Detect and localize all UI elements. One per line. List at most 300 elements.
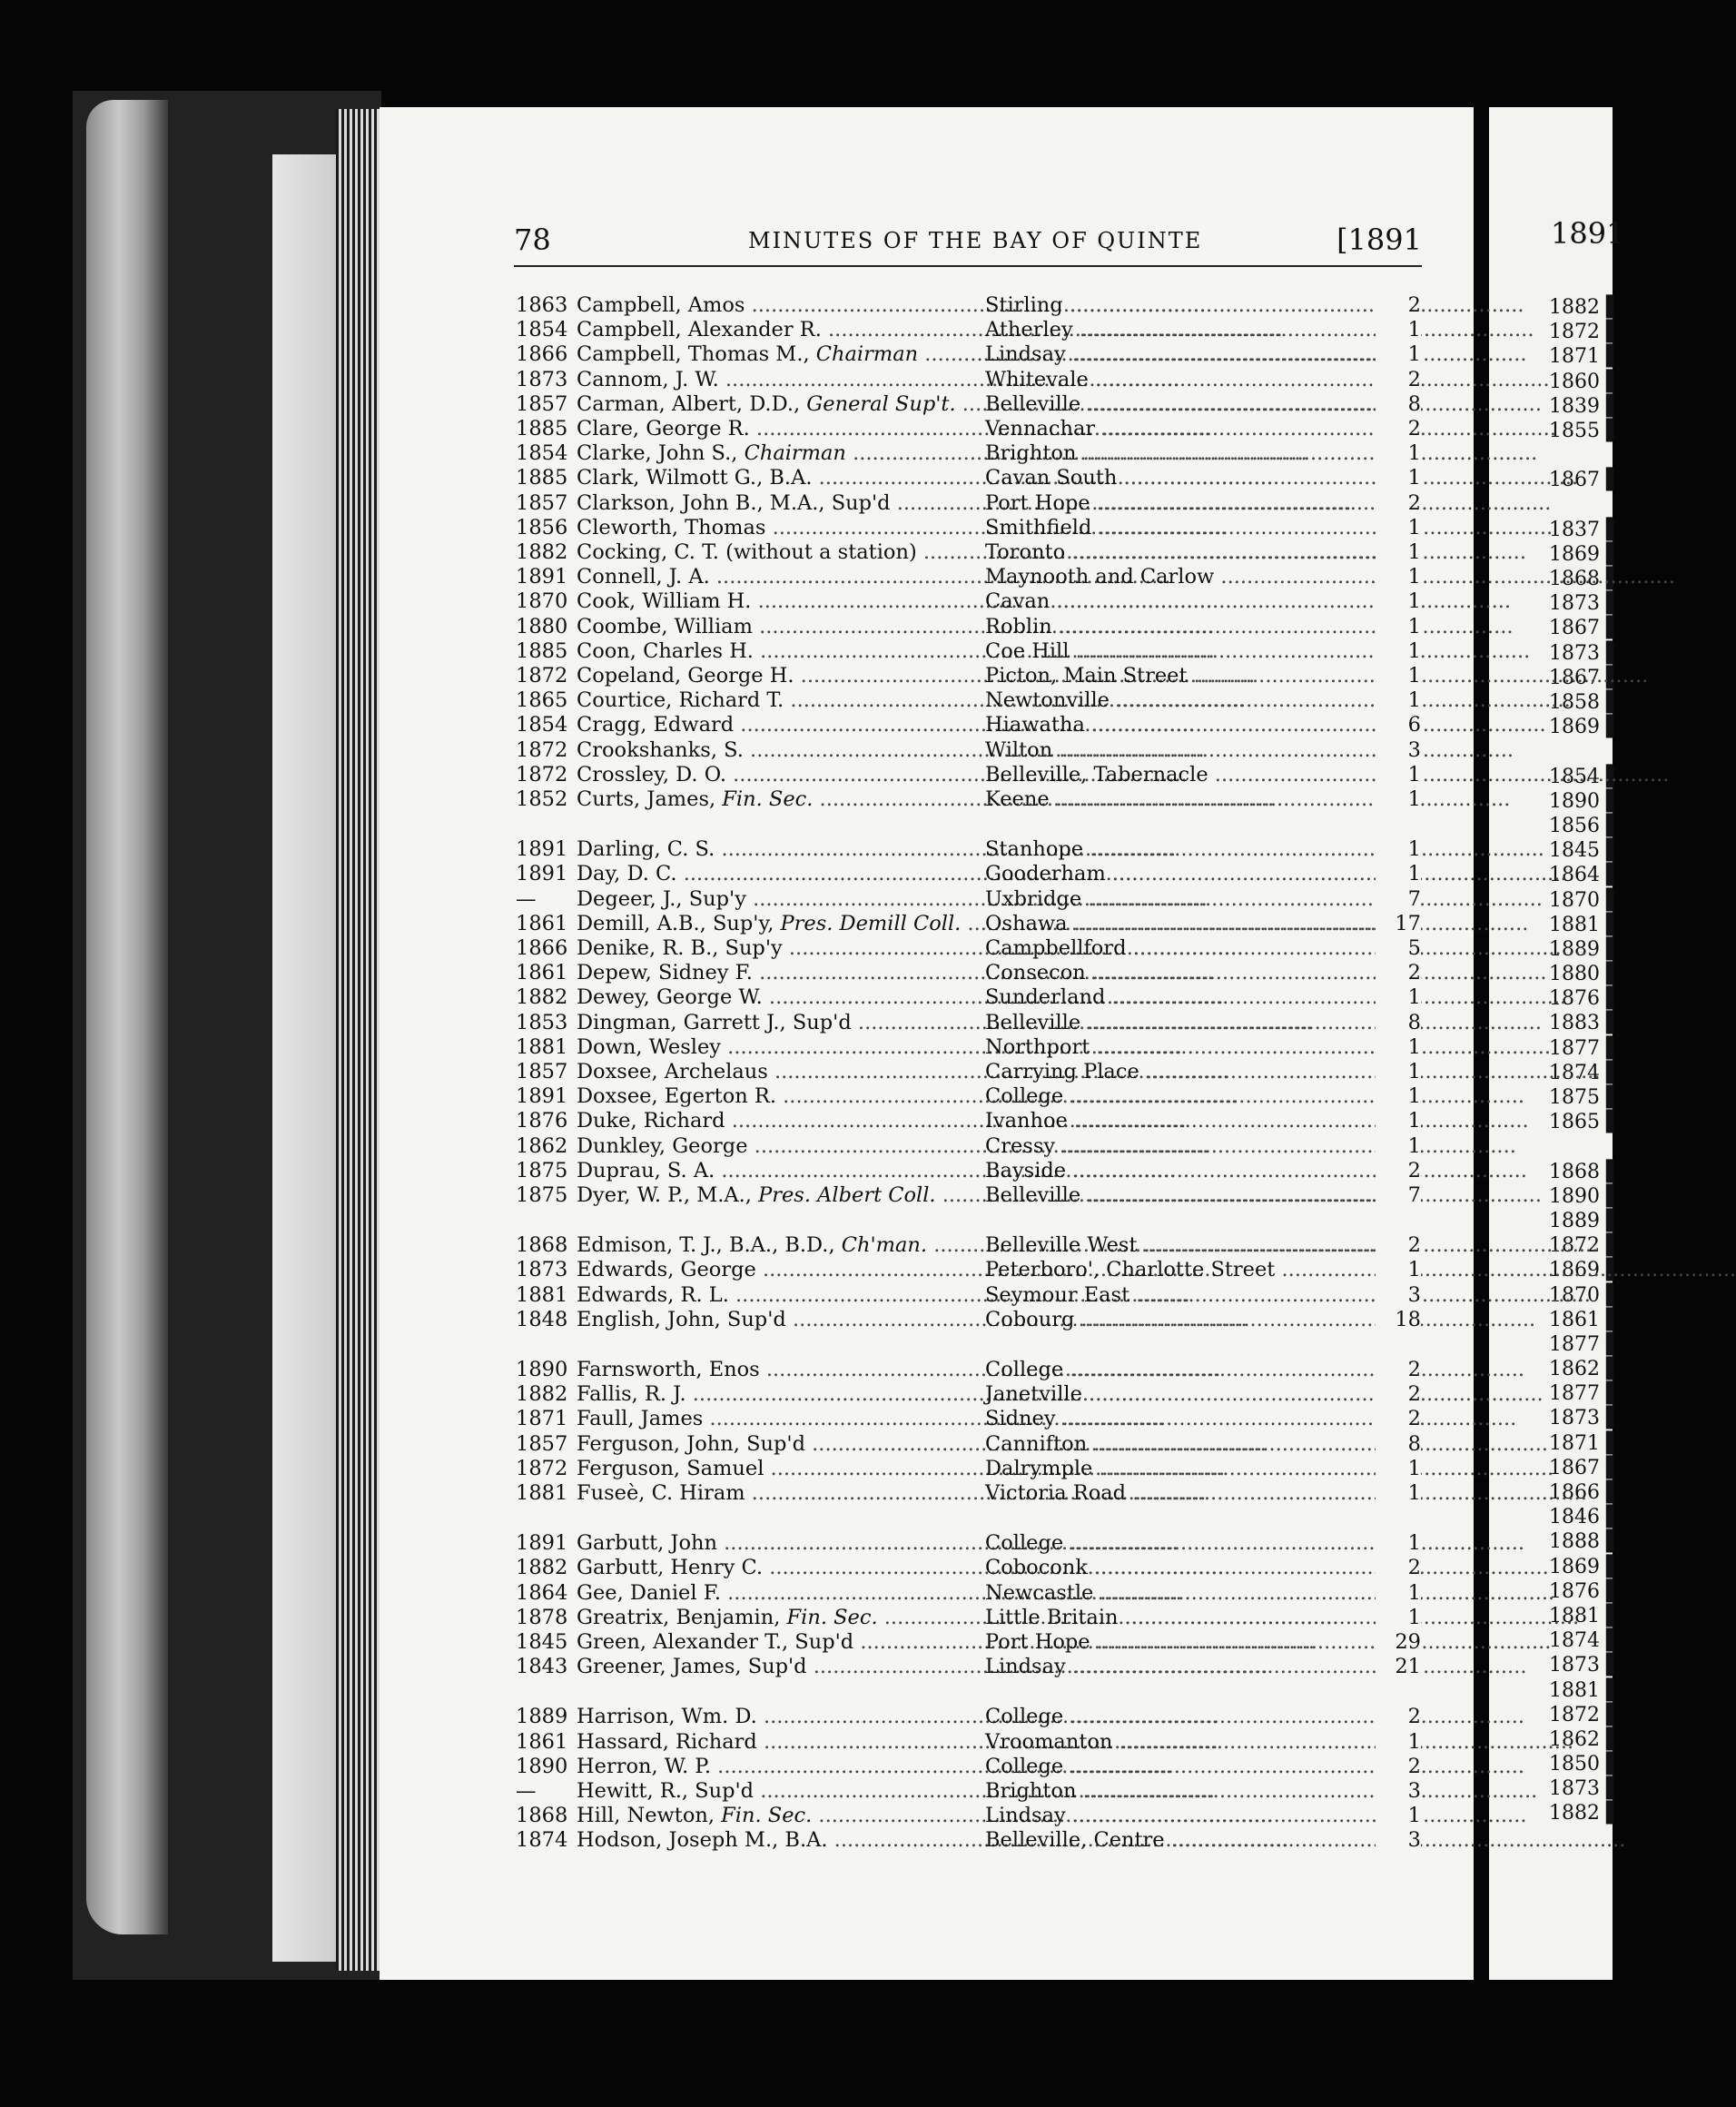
entry-year: 1890 [516,1754,568,1778]
entry-name-text: Depew, Sidney F. [577,961,753,985]
entry-name-text: Garbutt, Henry C. [577,1556,764,1580]
entry-years: 1 [1376,589,1421,613]
entry-year: 1854 [516,713,568,737]
entry-station: Picton, Main Street ..... [985,664,1385,687]
entry-station: Janetville ..... [985,1382,1385,1406]
entry-name-text: Green, Alexander T., Sup'd [577,1630,854,1654]
entry-years: 1 [1376,565,1421,589]
entry-name-text: Courtice, Richard T. [577,688,784,713]
facing-page-year-item: 1880 ▌ [1549,963,1622,986]
entry-name [577,1308,976,1331]
facing-page-year-item: 1870 ▌ [1549,1283,1622,1307]
entry-name-text: Clarke, John S., [577,441,738,466]
entry-station: Lindsay ..... [985,342,1385,366]
facing-page-year-item: 1850 ▌ [1549,1753,1622,1776]
entry-station: Brighton ..... [985,441,1385,465]
entry-name-text: Doxsee, Archelaus [577,1060,768,1083]
entry-name [577,1779,976,1803]
facing-page-year-item: 1869 ▌ [1549,542,1622,566]
entry-year: 1866 [516,342,568,367]
entry-name [577,936,976,960]
entry-name [577,1432,976,1456]
entry-years: 1 [1376,1606,1421,1629]
entry-year: 1852 [516,787,568,811]
entry-year: 1854 [516,441,568,466]
entry-year: 1857 [516,1431,568,1456]
entry-years: 2 [1376,491,1421,515]
entry-name-text: Edmison, T. J., B.A., B.D., [577,1233,835,1258]
entry-years: 1 [1376,540,1421,564]
entry-name [577,639,976,663]
entry-year: 1864 [516,1580,568,1605]
entry-years: 1 [1376,862,1421,885]
entry-name-text: Dewey, George W. [577,985,763,1010]
entry-name-text: Campbell, Alexander R. [577,318,822,342]
entry-name [577,1382,976,1406]
entry-station: Belleville, Centre ..... [985,1828,1385,1852]
facing-page-year-item: 1874 ▌ [1549,1629,1622,1653]
entry-name-text: Coon, Charles H. [577,638,754,663]
facing-page-year-item: 1860 ▌ [1549,370,1622,393]
entry-years: 5 [1376,936,1421,960]
entry-year: 1890 [516,1358,568,1381]
facing-page-year-item: 1881 ▌ [1549,1604,1622,1627]
entry-name [577,837,976,861]
entry-name-text: Carman, Albert, D.D., [577,391,801,416]
entry-station: Oshawa ..... [985,912,1385,935]
facing-page-year-item: 1875 ▌ [1549,1086,1622,1109]
entry-year: 1873 [516,1258,568,1282]
entry-station: Stirling ..... [985,293,1385,317]
facing-page-year-item: 1882 ▌ [1549,296,1622,319]
entry-year: 1868 [516,1804,568,1828]
facing-page-year-item: 1854 ▌ [1549,765,1622,788]
entry-station: Coboconk ..... [985,1556,1385,1579]
entry-years: 1 [1376,466,1421,490]
entry-station: Uxbridge ..... [985,887,1385,911]
entry-station: Whitevale ..... [985,368,1385,391]
entry-name [577,1581,976,1605]
facing-page-year-item: 1839 ▌ [1549,394,1622,418]
entry-year: 1872 [516,762,568,786]
entry-year: 1862 [516,1133,568,1158]
entry-name-text: Greener, James, Sup'd [577,1655,807,1679]
facing-page-year-item: 1890 ▌ [1549,1184,1622,1208]
facing-page-year-item: 1871 ▌ [1549,345,1622,369]
entry-years: 2 [1376,1358,1421,1381]
entry-station: Northport ..... [985,1035,1385,1059]
entry-name-text: Clarkson, John B., M.A., Sup'd [577,490,891,515]
entry-years: 1 [1376,615,1421,638]
facing-page-year-item: 1883 ▌ [1549,1012,1622,1035]
entry-name-text: Garbutt, John [577,1531,717,1556]
entry-year: 1868 [516,1233,568,1258]
entry-station: Maynooth and Carlow ..... [985,565,1385,589]
entry-year: 1885 [516,638,568,663]
facing-page-year-item: 1873 ▌ [1549,1777,1622,1801]
entry-name-text: Campbell, Thomas M., [577,342,810,367]
facing-page-year-item: 1867 ▌ [1549,666,1622,689]
entry-year: 1882 [516,540,568,564]
entry-year: 1843 [516,1655,568,1679]
entry-station: Newtonville ..... [985,688,1385,712]
entry-station: College ..... [985,1755,1385,1778]
entry-station: College ..... [985,1084,1385,1108]
entry-station: Bayside ..... [985,1159,1385,1182]
facing-page-year-item: 1871 ▌ [1549,1431,1622,1455]
facing-page-year-item: 1872 ▌ [1549,1234,1622,1258]
entry-station: Roblin ..... [985,615,1385,638]
entry-station: Hiawatha ..... [985,713,1385,737]
entry-year: 1891 [516,1084,568,1109]
entry-years: 3 [1376,1828,1421,1852]
entry-years: 1 [1376,1481,1421,1505]
entry-name [577,565,976,589]
entry-title: Ch'man. [841,1233,928,1258]
entry-name-text: Demill, A.B., Sup'y, [577,911,774,935]
entry-name-text: Dyer, W. P., M.A., [577,1183,752,1207]
entry-year: 1891 [516,1531,568,1556]
entry-name-text: Gee, Daniel F. [577,1580,721,1605]
entry-name-text: Edwards, R. L. [577,1282,729,1307]
entry-years: 8 [1376,392,1421,416]
entry-name [577,491,976,515]
entry-year: 1857 [516,490,568,515]
entry-name [577,688,976,712]
entry-name [577,589,976,613]
facing-page-year-item: 1866 ▌ [1549,1481,1622,1504]
entry-station: Keene ..... [985,787,1385,811]
entry-station: Cavan South ..... [985,466,1385,490]
entry-years: 8 [1376,1011,1421,1034]
entry-name [577,1730,976,1754]
entry-station: Port Hope ..... [985,1630,1385,1654]
header-year: [1891 [1337,223,1422,257]
entry-years: 21 [1376,1655,1421,1678]
entry-name [577,1481,976,1505]
entry-year: 1891 [516,862,568,886]
facing-page-year-item: 1858 ▌ [1549,691,1622,714]
entry-year: 1848 [516,1307,568,1331]
entry-name-text: Farnsworth, Enos [577,1358,760,1381]
entry-station: Seymour East ..... [985,1283,1385,1307]
entry-years: 2 [1376,1159,1421,1182]
entry-name-text: Harrison, Wm. D. [577,1705,757,1729]
facing-page-year-item: 1873 ▌ [1549,1407,1622,1430]
entry-station: Belleville, Tabernacle ..... [985,763,1385,786]
entry-years: 1 [1376,1581,1421,1605]
facing-page-year-item: 1874 ▌ [1549,1061,1622,1084]
entry-years: 2 [1376,1705,1421,1728]
facing-page-year-item: 1869 ▌ [1549,716,1622,739]
facing-page-year-item: 1846 ▌ [1549,1506,1622,1529]
entry-name [577,392,976,416]
entry-year: 1880 [516,614,568,638]
entry-name-text: Copeland, George H. [577,664,794,687]
facing-page-year-item: 1868 ▌ [1549,1160,1622,1183]
entry-year: 1874 [516,1828,568,1853]
facing-page-year-item: 1890 ▌ [1549,789,1622,813]
entry-years: 1 [1376,516,1421,539]
entry-name-text: Herron, W. P. [577,1754,712,1778]
entry-year: 1878 [516,1605,568,1629]
entry-years: 1 [1376,1060,1421,1083]
entry-station: Cannifton ..... [985,1432,1385,1456]
page-number: 78 [514,223,551,257]
entry-year: 1857 [516,1060,568,1083]
entry-name [577,1705,976,1728]
entry-name-text: Cleworth, Thomas [577,515,766,539]
entry-years: 3 [1376,1779,1421,1803]
facing-page-year-item: 1855 ▌ [1549,419,1622,442]
entry-name [577,441,976,465]
entry-years: 29 [1376,1630,1421,1654]
facing-page-year-item: 1873 ▌ [1549,641,1622,665]
entry-name-text: Connell, J. A. [577,565,710,589]
entry-year: 1875 [516,1183,568,1207]
entry-station: Vroomanton ..... [985,1730,1385,1754]
entry-station: Brighton ..... [985,1779,1385,1803]
facing-page-year: 1891 [1551,216,1625,251]
entry-year: 1861 [516,1729,568,1754]
entry-name-text: Curts, James, [577,787,716,811]
entry-years: 1 [1376,688,1421,712]
entry-name [577,763,976,786]
entry-name-text: Darling, C. S. [577,837,715,862]
facing-page-year-item: 1867 ▌ [1549,469,1622,492]
entry-station: Victoria Road ..... [985,1481,1385,1505]
entry-name [577,1358,976,1381]
facing-page-year-item: 1888 ▌ [1549,1530,1622,1554]
facing-page-year-item: 1873 ▌ [1549,592,1622,616]
entry-years: 1 [1376,1035,1421,1059]
entry-name-text: Hill, Newton, [577,1804,715,1828]
entry-years: 2 [1376,961,1421,984]
entry-years: 1 [1376,763,1421,786]
facing-page-year-item: 1882 ▌ [1549,1802,1622,1825]
entry-years: 2 [1376,1407,1421,1430]
entry-name [577,1183,976,1207]
entry-title: Pres. Albert Coll. [758,1183,936,1207]
entry-name [577,318,976,341]
entry-name [577,912,976,935]
facing-page-year-item: 1845 ▌ [1549,839,1622,863]
entry-name-text: Cocking, C. T. (without a station) [577,540,917,564]
facing-page-year-item: 1889 ▌ [1549,937,1622,961]
entry-name [577,738,976,762]
entry-years: 6 [1376,713,1421,737]
entry-year: 1861 [516,961,568,985]
facing-page-year-item: 1865 ▌ [1549,1111,1622,1134]
entry-station: Newcastle ..... [985,1581,1385,1605]
entry-year: 1882 [516,1382,568,1407]
facing-page-year-item: 1881 ▌ [1549,1678,1622,1702]
entry-name [577,961,976,984]
entry-station: Atherley ..... [985,318,1385,341]
entry-year: 1885 [516,417,568,440]
entry-name [577,1630,976,1654]
entry-year: 1861 [516,911,568,935]
entry-year: 1845 [516,1630,568,1654]
entry-years: 1 [1376,1084,1421,1108]
entry-title: Pres. Demill Coll. [780,911,962,935]
entry-station: Port Hope ..... [985,491,1385,515]
entry-station: College ..... [985,1531,1385,1555]
entry-name-text: Day, D. C. [577,862,677,886]
entry-name [577,1556,976,1579]
entry-name [577,1457,976,1480]
entry-years: 7 [1376,1183,1421,1207]
entry-name [577,1233,976,1257]
entry-year: 1872 [516,737,568,762]
entry-years: 2 [1376,368,1421,391]
entry-years: 2 [1376,1556,1421,1579]
entry-station: Stanhope ..... [985,837,1385,861]
entry-year: 1881 [516,1034,568,1059]
entry-name-text: Hassard, Richard [577,1729,757,1754]
entry-years: 2 [1376,417,1421,440]
entry-name-text: Dingman, Garrett J., Sup'd [577,1010,852,1034]
entry-name-text: Fallis, R. J. [577,1382,686,1407]
entry-year: 1870 [516,589,568,614]
facing-page-year-item: 1869 ▌ [1549,1259,1622,1282]
entry-years: 1 [1376,1258,1421,1281]
facing-page-year-item: 1876 ▌ [1549,987,1622,1011]
entry-station: Little Britain ..... [985,1606,1385,1629]
entry-name [577,615,976,638]
entry-station: College ..... [985,1705,1385,1728]
entry-name-text: Ferguson, Samuel [577,1456,764,1480]
entry-name [577,787,976,811]
entry-station: Smithfield ..... [985,516,1385,539]
facing-page-year-item: 1837 ▌ [1549,518,1622,541]
facing-page-year-item: 1861 ▌ [1549,1308,1622,1331]
entry-name-text: Duke, Richard [577,1109,725,1133]
entry-name [577,1407,976,1430]
facing-page-year-item: 1872 ▌ [1549,1703,1622,1726]
facing-page-year-item: 1862 ▌ [1549,1727,1622,1751]
entry-years: 1 [1376,318,1421,341]
entry-year: 1863 [516,293,568,317]
entry-station: Dalrymple ..... [985,1457,1385,1480]
entry-years: 1 [1376,985,1421,1009]
facing-page-year-item: 1869 ▌ [1549,1555,1622,1578]
entry-station: Sunderland ..... [985,985,1385,1009]
entry-station: Belleville West ..... [985,1233,1385,1257]
entry-name [577,985,976,1009]
entry-name [577,862,976,885]
entry-title: Chairman [815,342,919,367]
entry-name [577,1011,976,1034]
entry-name [577,342,976,366]
entry-name [577,1828,976,1852]
entry-name [577,664,976,687]
entry-years: 2 [1376,1755,1421,1778]
entry-station: Peterboro', Charlotte Street ..... [985,1258,1385,1281]
entry-name-text: English, John, Sup'd [577,1307,786,1331]
entry-year: 1872 [516,1456,568,1480]
entry-name-text: Cook, William H. [577,589,752,614]
entry-years: 1 [1376,787,1421,811]
entry-years: 1 [1376,441,1421,465]
entry-name-text: Clark, Wilmott G., B.A. [577,466,813,490]
entry-title: Fin. Sec. [721,1804,813,1828]
entry-years: 1 [1376,1457,1421,1480]
entry-name [577,540,976,564]
entry-year: 1889 [516,1705,568,1729]
facing-page-year-item: 1877 ▌ [1549,1382,1622,1406]
entry-years: 2 [1376,293,1421,317]
running-title: MINUTES OF THE BAY OF QUINTE [748,228,1203,253]
entry-years: 2 [1376,1382,1421,1406]
entry-name-text: Faull, James [577,1407,704,1431]
entry-station: Lindsay ..... [985,1655,1385,1678]
entry-name-text: Degeer, J., Sup'y [577,886,746,911]
entry-years: 1 [1376,639,1421,663]
entry-year: 1872 [516,664,568,687]
entry-station: Wilton ..... [985,738,1385,762]
facing-page-year-item: 1877 ▌ [1549,1036,1622,1060]
facing-page-year-item: 1864 ▌ [1549,864,1622,887]
entry-station: Cavan ..... [985,589,1385,613]
entry-name [577,293,976,317]
entry-year: 1865 [516,688,568,713]
entry-station: Lindsay ..... [985,1804,1385,1827]
entry-station: Campbellford ..... [985,936,1385,960]
facing-page-year-item: 1868 ▌ [1549,568,1622,591]
entry-station: Toronto ..... [985,540,1385,564]
entry-name [577,1804,976,1827]
entry-name [577,417,976,440]
entry-years: 1 [1376,1109,1421,1133]
entry-years: 1 [1376,342,1421,366]
entry-year: — [516,886,537,911]
facing-page-year-item: 1881 ▌ [1549,913,1622,936]
entry-station: Vennachar ..... [985,417,1385,440]
entry-name-text: Campbell, Amos [577,293,745,317]
entry-station: Belleville ..... [985,392,1385,416]
entry-name [577,1531,976,1555]
entry-name [577,1606,976,1629]
entry-title: General Sup't. [806,391,956,416]
entry-year: 1873 [516,367,568,391]
entry-name [577,887,976,911]
entry-name-text: Coombe, William [577,614,753,638]
entry-title: Fin. Sec. [722,787,814,811]
entry-name-text: Denike, R. B., Sup'y [577,936,783,960]
facing-page-year-item: 1870 ▌ [1549,888,1622,912]
entry-name-text: Dunkley, George [577,1133,748,1158]
entry-years: 1 [1376,837,1421,861]
entry-name [577,368,976,391]
entry-name-text: Cannom, J. W. [577,367,719,391]
entry-title: Chairman [744,441,846,466]
entry-year: — [516,1779,537,1803]
entry-years: 2 [1376,1233,1421,1257]
entry-year: 1857 [516,391,568,416]
entry-year: 1875 [516,1158,568,1182]
entry-name [577,713,976,737]
entry-years: 1 [1376,664,1421,687]
entry-years: 1 [1376,1531,1421,1555]
entry-station: Consecon ..... [985,961,1385,984]
entry-name [577,1655,976,1678]
entry-name [577,1755,976,1778]
entry-name-text: Duprau, S. A. [577,1158,715,1182]
facing-page-year-item: 1889 ▌ [1549,1209,1622,1232]
entry-title: Fin. Sec. [786,1605,878,1629]
entry-name [577,1084,976,1108]
